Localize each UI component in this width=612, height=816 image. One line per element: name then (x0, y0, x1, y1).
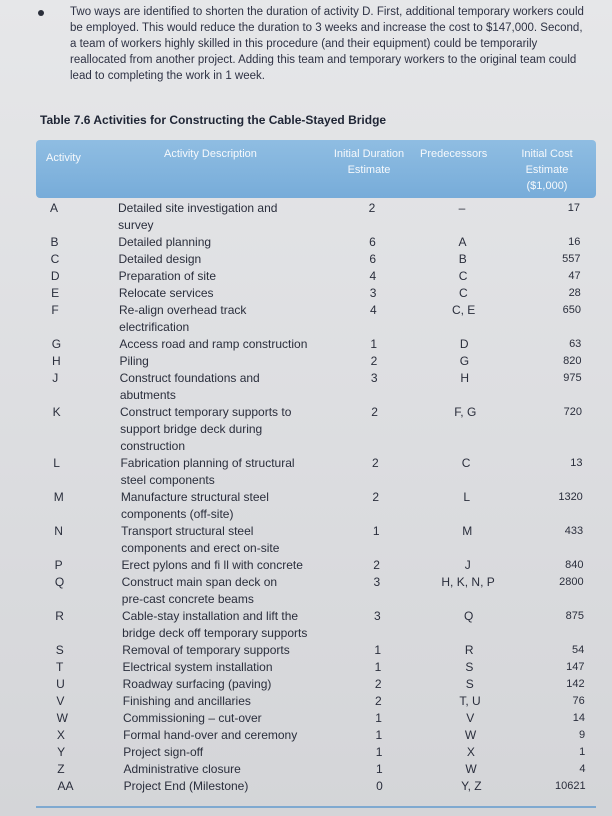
row-predecessors: T, U (459, 694, 481, 708)
row-duration: 1 (374, 660, 382, 674)
row-description-line: bridge deck off temporary supports (122, 626, 308, 640)
row-description-line: abutments (119, 388, 176, 402)
row-description-line: Commissioning – cut-over (122, 711, 262, 725)
row-predecessors: C, E (451, 303, 476, 317)
row-description-line: Piling (119, 354, 149, 368)
row-activity: K (52, 405, 61, 419)
row-cost: 63 (569, 338, 582, 350)
row-duration: 2 (371, 405, 378, 419)
row-description-line: Access road and ramp construction (119, 337, 308, 351)
row-duration: 3 (370, 371, 378, 385)
row-activity: Y (57, 745, 66, 759)
row-predecessors: W (464, 728, 477, 742)
row-activity: J (52, 371, 59, 385)
row-cost: 820 (563, 355, 582, 367)
row-duration: 1 (375, 762, 383, 776)
row-description-line: Preparation of site (118, 269, 217, 283)
row-cost: 47 (568, 270, 581, 282)
row-activity: C (50, 252, 60, 266)
row-cost: 650 (562, 304, 581, 316)
row-activity: U (56, 677, 65, 691)
row-description-line: Construct foundations and (119, 371, 260, 385)
row-cost: 975 (563, 372, 582, 384)
row-description-line: Project sign-off (123, 745, 204, 759)
header-duration-line2: Estimate (347, 164, 391, 176)
header-description: Activity Description (164, 148, 257, 160)
row-predecessors: – (458, 201, 466, 215)
row-description-line: support bridge deck during (120, 422, 263, 436)
row-activity: E (51, 286, 60, 300)
header-cost-line2: Estimate (525, 164, 569, 176)
row-predecessors: S (465, 677, 474, 691)
row-duration: 4 (369, 269, 377, 283)
row-duration: 1 (374, 643, 382, 657)
table-title: Table 7.6 Activities for Constructing the Cable-Stayed Bridge (40, 113, 387, 127)
intro-paragraph: Two ways are identified to shorten the duration of activity D. First, additional temporary workers could be employed. This would reduce the duration to 3 weeks and increase the cost to $147,000. Second, a team of workers highly skilled in this procedure (and their equipment) could be temporarily reallocated from another project. Adding this team and temporary workers to the original team could lead to completing the work in 1 week. (70, 6, 584, 82)
header-activity: Activity (46, 152, 81, 164)
row-activity: D (50, 269, 60, 283)
row-predecessors: F, G (454, 405, 477, 419)
row-predecessors: X (466, 745, 475, 759)
row-description-line: Relocate services (118, 286, 214, 300)
row-activity: F (51, 303, 59, 317)
row-cost: 2800 (559, 576, 584, 588)
row-activity: W (56, 711, 68, 725)
row-predecessors: B (458, 252, 467, 266)
row-activity: R (55, 609, 64, 623)
row-description-line: Finishing and ancillaries (122, 694, 251, 708)
row-activity: H (51, 354, 61, 368)
row-activity: A (50, 201, 59, 215)
row-predecessors: C (461, 456, 471, 470)
row-predecessors: S (465, 660, 474, 674)
row-description-line: Formal hand-over and ceremony (123, 728, 298, 742)
row-description-line: Detailed planning (118, 235, 212, 249)
row-description-line: Detailed design (118, 252, 202, 266)
row-description-line: steel components (120, 473, 215, 487)
row-cost: 9 (579, 729, 586, 741)
row-cost: 1 (579, 746, 586, 758)
row-predecessors: H (460, 371, 470, 385)
row-description-line: construction (120, 439, 186, 453)
row-cost: 4 (579, 763, 586, 775)
row-description-line: Construct main span deck on (121, 575, 278, 589)
row-description-line: Construct temporary supports to (119, 405, 292, 419)
row-cost: 147 (566, 661, 585, 673)
row-activity: L (53, 456, 60, 470)
row-activity: X (56, 728, 65, 742)
row-duration: 0 (376, 779, 383, 793)
row-predecessors: G (459, 354, 470, 368)
row-predecessors: M (462, 524, 473, 538)
row-description-line: Roadway surfacing (paving) (122, 677, 272, 691)
row-duration: 1 (375, 745, 383, 759)
header-predecessors: Predecessors (420, 148, 488, 160)
row-description-line: Manufacture structural steel (120, 490, 269, 504)
row-activity: N (54, 524, 63, 538)
row-cost: 10621 (555, 780, 586, 792)
row-description-line: Transport structural steel (121, 524, 254, 538)
row-duration: 1 (372, 524, 380, 538)
row-cost: 875 (565, 610, 584, 622)
row-activity: P (54, 558, 63, 572)
row-duration: 3 (373, 609, 381, 623)
row-activity: V (56, 694, 65, 708)
row-activity: AA (57, 779, 74, 793)
row-description-line: Fabrication planning of structural (120, 456, 295, 470)
row-duration: 6 (369, 235, 376, 249)
row-activity: S (55, 643, 64, 657)
row-description-line: Removal of temporary supports (122, 643, 290, 657)
row-cost: 1320 (558, 491, 583, 503)
row-description-line: Erect pylons and fi ll with concrete (121, 558, 303, 572)
row-duration: 2 (372, 490, 380, 504)
row-cost: 142 (566, 678, 585, 690)
header-cost-line1: Initial Cost (521, 148, 573, 160)
row-description-line: Detailed site investigation and (118, 201, 278, 215)
row-predecessors: C (458, 269, 468, 283)
row-duration: 2 (371, 456, 379, 470)
row-duration: 1 (375, 728, 383, 742)
row-cost: 13 (570, 457, 583, 469)
row-predecessors: C (459, 286, 468, 300)
row-cost: 76 (572, 695, 585, 707)
row-description-line: Re-align overhead track (118, 303, 247, 317)
row-predecessors: L (463, 490, 471, 504)
row-cost: 720 (563, 406, 582, 418)
row-description-line: Cable-stay installation and lift the (121, 609, 299, 623)
row-duration: 1 (370, 337, 378, 351)
row-description-line: pre-cast concrete beams (121, 592, 254, 606)
row-cost: 840 (565, 559, 584, 571)
header-duration-line1: Initial Duration (333, 148, 405, 160)
row-cost: 28 (568, 287, 581, 299)
row-activity: T (55, 660, 64, 674)
row-activity: Z (57, 762, 65, 776)
row-activity: M (53, 490, 64, 504)
row-duration: 3 (373, 575, 381, 589)
row-description-line: components and erect on-site (121, 541, 280, 555)
row-duration: 4 (369, 303, 377, 317)
row-description-line: components (off-site) (120, 507, 234, 521)
table-bottom-rule (36, 806, 596, 808)
row-duration: 2 (375, 694, 382, 708)
row-duration: 3 (369, 286, 377, 300)
row-duration: 2 (370, 354, 378, 368)
row-cost: 433 (564, 525, 584, 537)
row-description-line: survey (118, 218, 154, 232)
row-activity: Q (54, 575, 65, 589)
row-predecessors: V (466, 711, 475, 725)
row-predecessors: D (459, 337, 469, 351)
row-cost: 14 (572, 712, 585, 724)
row-predecessors: W (465, 762, 477, 776)
row-duration: 1 (375, 711, 382, 725)
row-description-line: Project End (Milestone) (123, 779, 249, 793)
row-predecessors: J (464, 558, 471, 572)
row-duration: 2 (373, 558, 380, 572)
row-cost: 16 (568, 236, 581, 248)
row-duration: 6 (369, 252, 376, 266)
row-predecessors: H, K, N, P (441, 575, 495, 589)
row-predecessors: Q (463, 609, 474, 623)
row-description-line: Electrical system installation (122, 660, 273, 674)
row-activity: G (51, 337, 62, 351)
row-predecessors: A (458, 235, 467, 249)
header-cost-line3: ($1,000) (526, 180, 568, 192)
row-description-line: electrification (119, 320, 190, 334)
row-predecessors: R (464, 643, 474, 657)
row-predecessors: Y, Z (461, 779, 482, 793)
row-duration: 2 (368, 201, 376, 215)
row-cost: 557 (562, 253, 581, 265)
row-description-line: Administrative closure (123, 762, 241, 776)
row-cost: 17 (567, 202, 580, 214)
row-cost: 54 (572, 644, 585, 656)
row-duration: 2 (374, 677, 382, 691)
row-activity: B (50, 235, 59, 249)
